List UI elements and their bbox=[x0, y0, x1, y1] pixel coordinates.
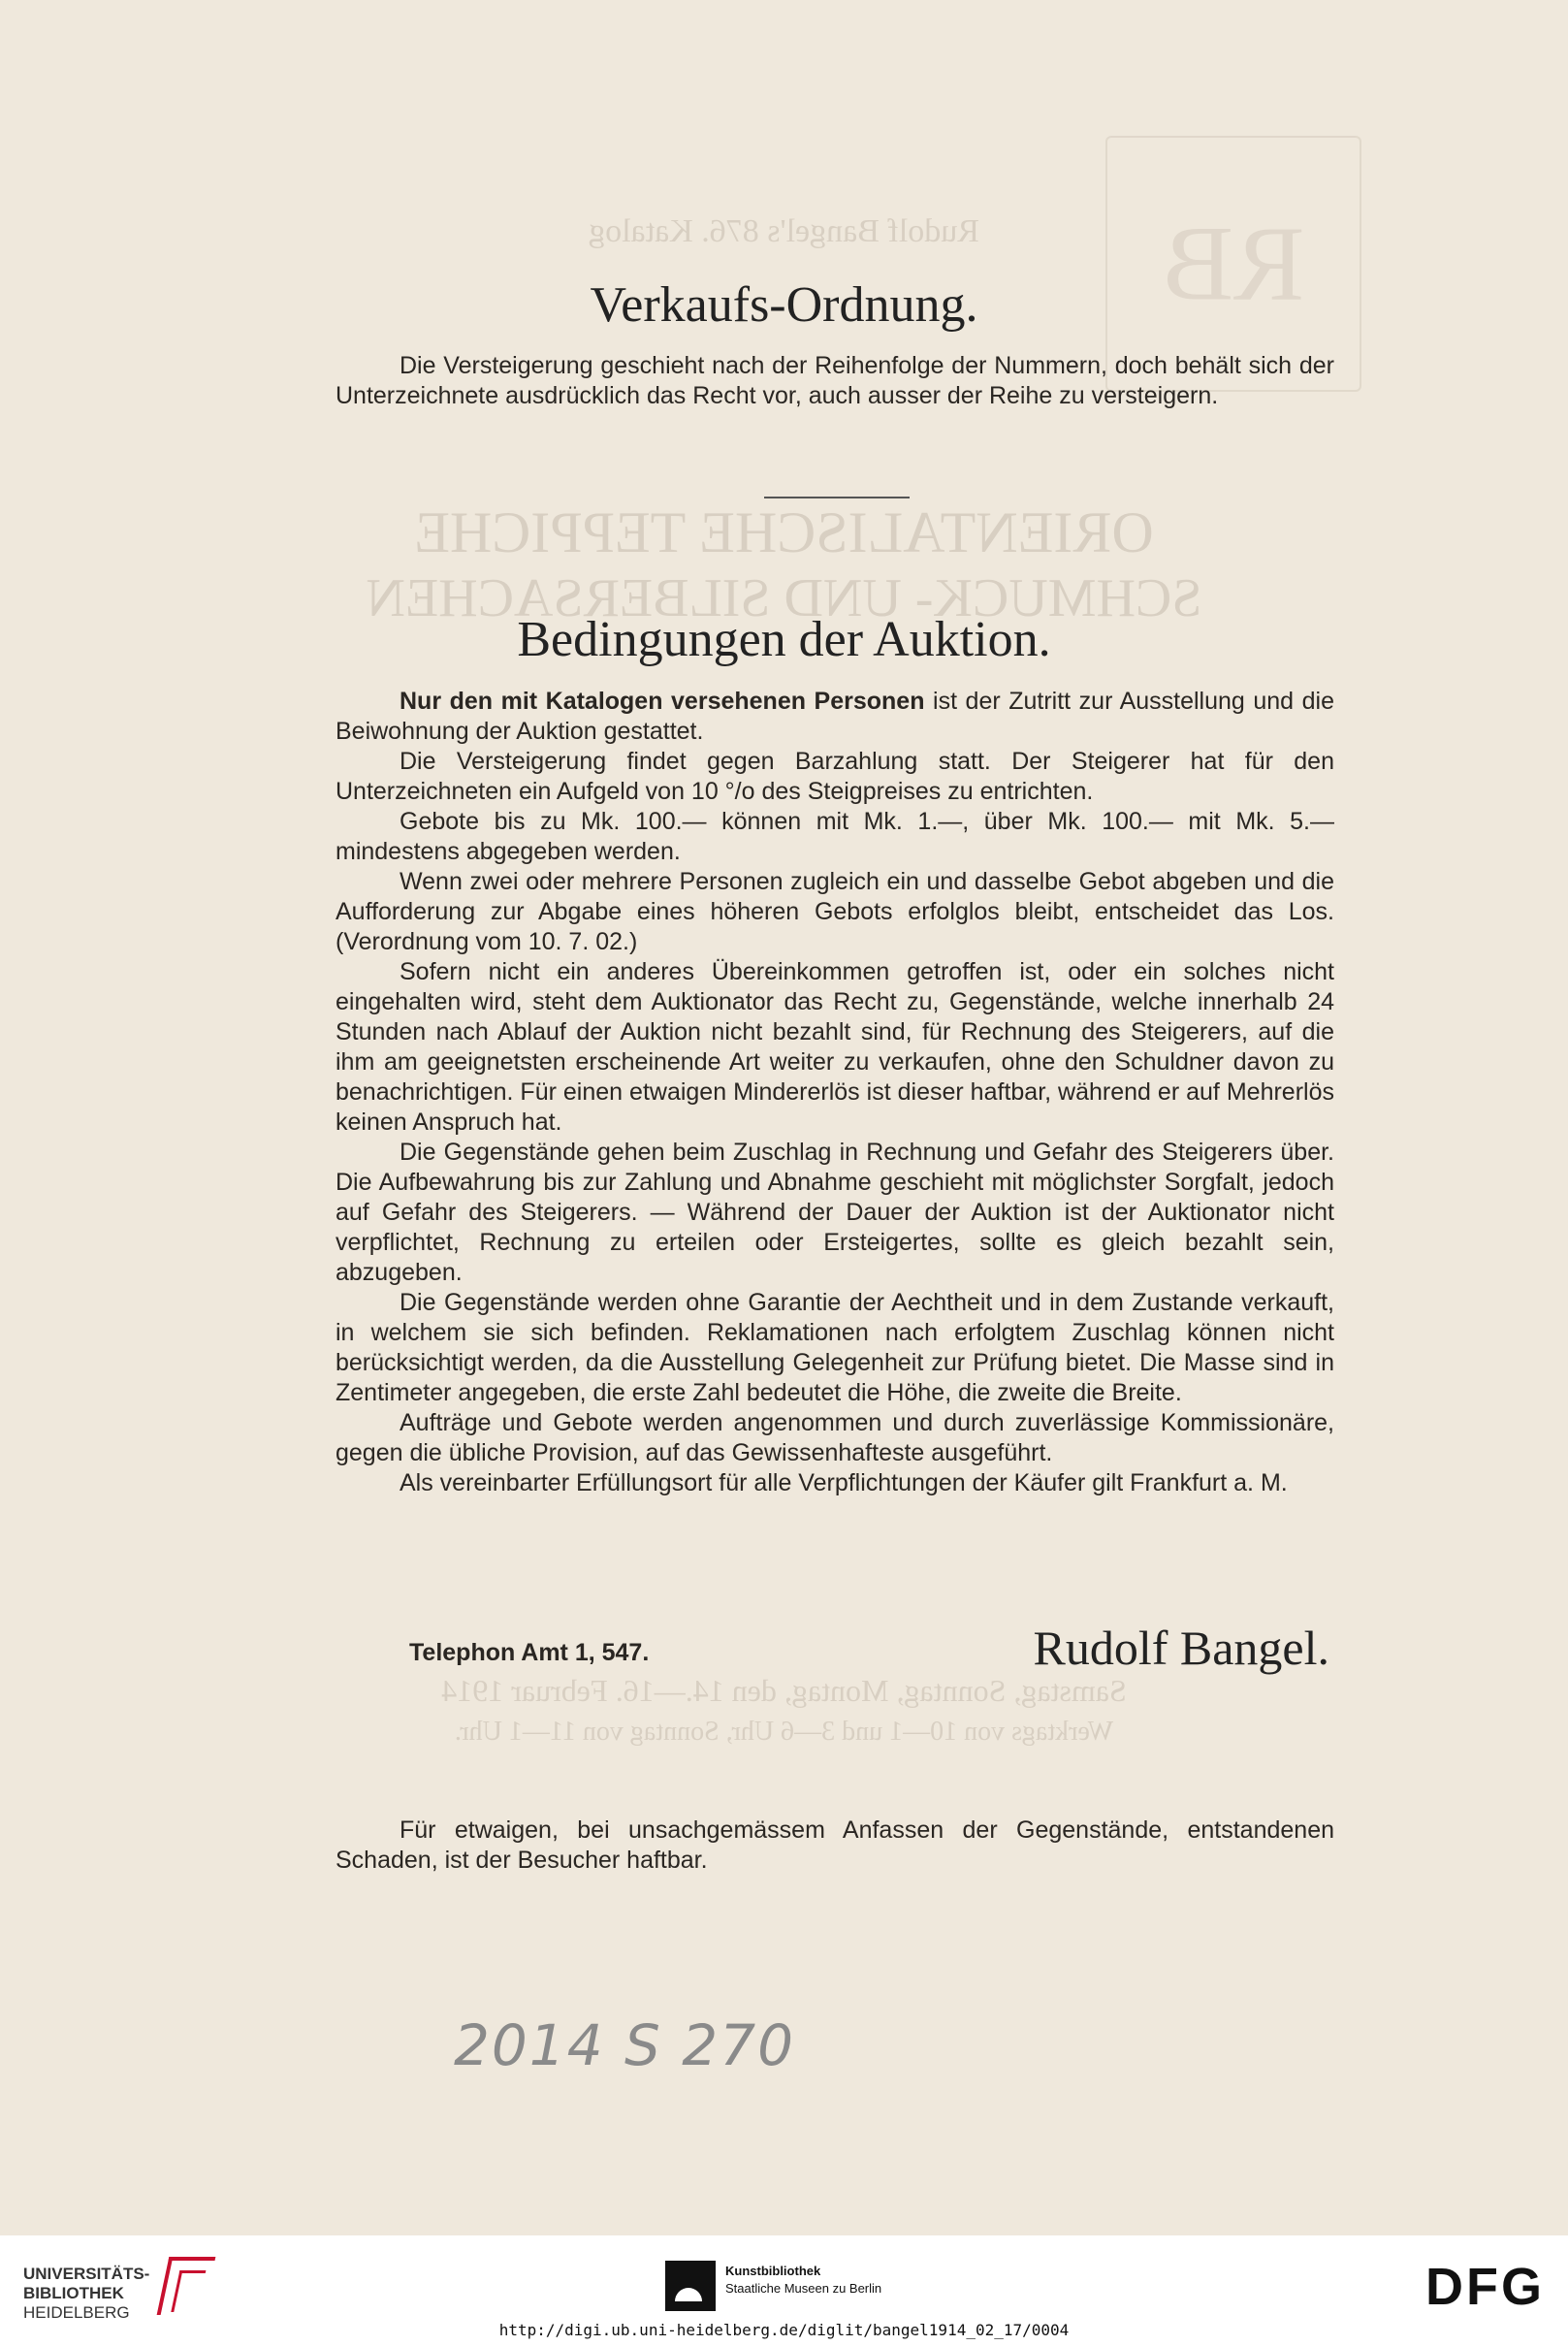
condition-paragraph: Aufträge und Gebote werden angenommen und durch zuverlässige Kommissionäre, gegen die übliche Provision, auf das Gewissenhafteste ausgeführt. bbox=[336, 1409, 1334, 1466]
handwritten-shelfmark: 2014 S 270 bbox=[454, 2012, 795, 2078]
condition-paragraph: Die Gegenstände werden ohne Garantie der Aechtheit und in dem Zustande verkauft, in welchem sie sich befinden. Reklamationen nach erfolgtem Zuschlag können nicht berücksichtigt werden, da die Ausstellung Gelegenheit zur Prüfung bietet. Die Masse sind in Zentimeter angegeben, die erste Zahl bedeutet die Höhe, die zweite die Breite. bbox=[336, 1289, 1334, 1406]
dfg-logo: DFG bbox=[1425, 2258, 1545, 2316]
page-heading: Verkaufs-Ordnung. bbox=[590, 277, 978, 333]
visitor-notice: Für etwaigen, bei unsachgemässem Anfassen der Gegenstände, entstandenen Schaden, ist der Besucher haftbar. bbox=[336, 1816, 1334, 1874]
conditions-text bbox=[336, 687, 1334, 1498]
intro-paragraph: Die Versteigerung geschieht nach der Reihenfolge der Nummern, doch behält sich der Unterzeichnete ausdrücklich das Recht vor, auch ausser der Reihe zu versteigern. bbox=[336, 352, 1334, 409]
section-heading: Bedingungen der Auktion. bbox=[517, 612, 1051, 667]
telephone-number: Telephon Amt 1, 547. bbox=[409, 1639, 650, 1666]
visitor-notice-block bbox=[336, 1816, 1334, 1876]
bleed-through-date-line: Samstag, Sonntag, Montag, den 14.—16. Februar 1914 bbox=[441, 1673, 1127, 1708]
condition-paragraph: Die Versteigerung findet gegen Barzahlung statt. Der Steigerer hat für den Unterzeichneten ein Aufgeld von 10 °/o des Steigpreises zu entrichten. bbox=[336, 748, 1334, 805]
condition-emphasis: Nur den mit Katalogen versehenen Personen bbox=[400, 688, 925, 715]
bleed-through-catalog-line: Rudolf Bangel's 876. Katalog bbox=[589, 213, 979, 249]
condition-paragraph: Die Gegenstände gehen beim Zuschlag in Rechnung und Gefahr des Steigerers über. Die Aufbewahrung bis zur Zahlung und Abnahme geschieht mit möglichster Sorgfalt, jedoch auf Gefahr des Steigerers. — Während der Dauer der Auktion ist der Auktionator nicht verpflichtet, Rechnung zu erteilen oder Ersteigertes, sollte es gleich bezahlt sein, abzugeben. bbox=[336, 1139, 1334, 1286]
digitization-footer bbox=[0, 2235, 1568, 2346]
condition-paragraph: Wenn zwei oder mehrere Personen zugleich ein und dasselbe Gebot abgeben und die Aufforderung zur Abgabe eines höheren Gebots erfolglos bleibt, entscheidet das Los. (Verordnung vom 10. 7. 02.) bbox=[336, 868, 1334, 955]
section-divider bbox=[764, 497, 910, 498]
heidelberg-logo-icon bbox=[157, 2257, 216, 2315]
condition-paragraph: Als vereinbarter Erfüllungsort für alle Verpflichtungen der Käufer gilt Frankfurt a. M. bbox=[400, 1469, 1288, 1496]
bleed-through-publisher-logo: RB bbox=[1105, 136, 1361, 392]
kunstbibliothek-logo-icon bbox=[665, 2261, 716, 2311]
condition-paragraph: Nur den mit Katalogen versehenen Personen ist der Zutritt zur Ausstellung und die Beiwohnung der Auktion gestattet. bbox=[336, 688, 1334, 745]
intro-paragraph-block bbox=[336, 351, 1334, 411]
bleed-through-title-line: ORIENTALISCHE TEPPICHE bbox=[414, 500, 1154, 564]
bleed-through-hours-line: Werktags von 10—1 und 3—6 Uhr, Sonntag von 11—1 Uhr. bbox=[454, 1717, 1114, 1747]
library-name: UNIVERSITÄTS- BIBLIOTHEK HEIDELBERG bbox=[23, 2265, 150, 2322]
kunstbibliothek-name: Kunstbibliothek Staatliche Museen zu Berlin bbox=[725, 2264, 882, 2296]
signature: Rudolf Bangel. bbox=[1033, 1621, 1329, 1675]
condition-paragraph: Sofern nicht ein anderes Übereinkommen getroffen ist, oder ein solches nicht eingehalten wird, steht dem Auktionator das Recht zu, Gegenstände, welche innerhalb 24 Stunden nach Ablauf der Auktion nicht bezahlt sind, für Rechnung des Steigerers, auf die ihm am geeignetsten erscheinende Art weiter zu verkaufen, ohne den Schuldner davon zu benachrichtigen. Für einen etwaigen Mindererlös ist dieser haftbar, während er auf Mehrerlös keinen Anspruch hat. bbox=[336, 958, 1334, 1136]
bleed-through-title-line-2: SCHMUCK- UND SILBERSACHEN bbox=[366, 568, 1202, 628]
permalink-url[interactable]: http://digi.ub.uni-heidelberg.de/diglit/bangel1914_02_17/0004 bbox=[498, 2321, 1070, 2339]
condition-paragraph: Gebote bis zu Mk. 100.— können mit Mk. 1.—, über Mk. 100.— mit Mk. 5.— mindestens abgegeben werden. bbox=[336, 808, 1334, 865]
